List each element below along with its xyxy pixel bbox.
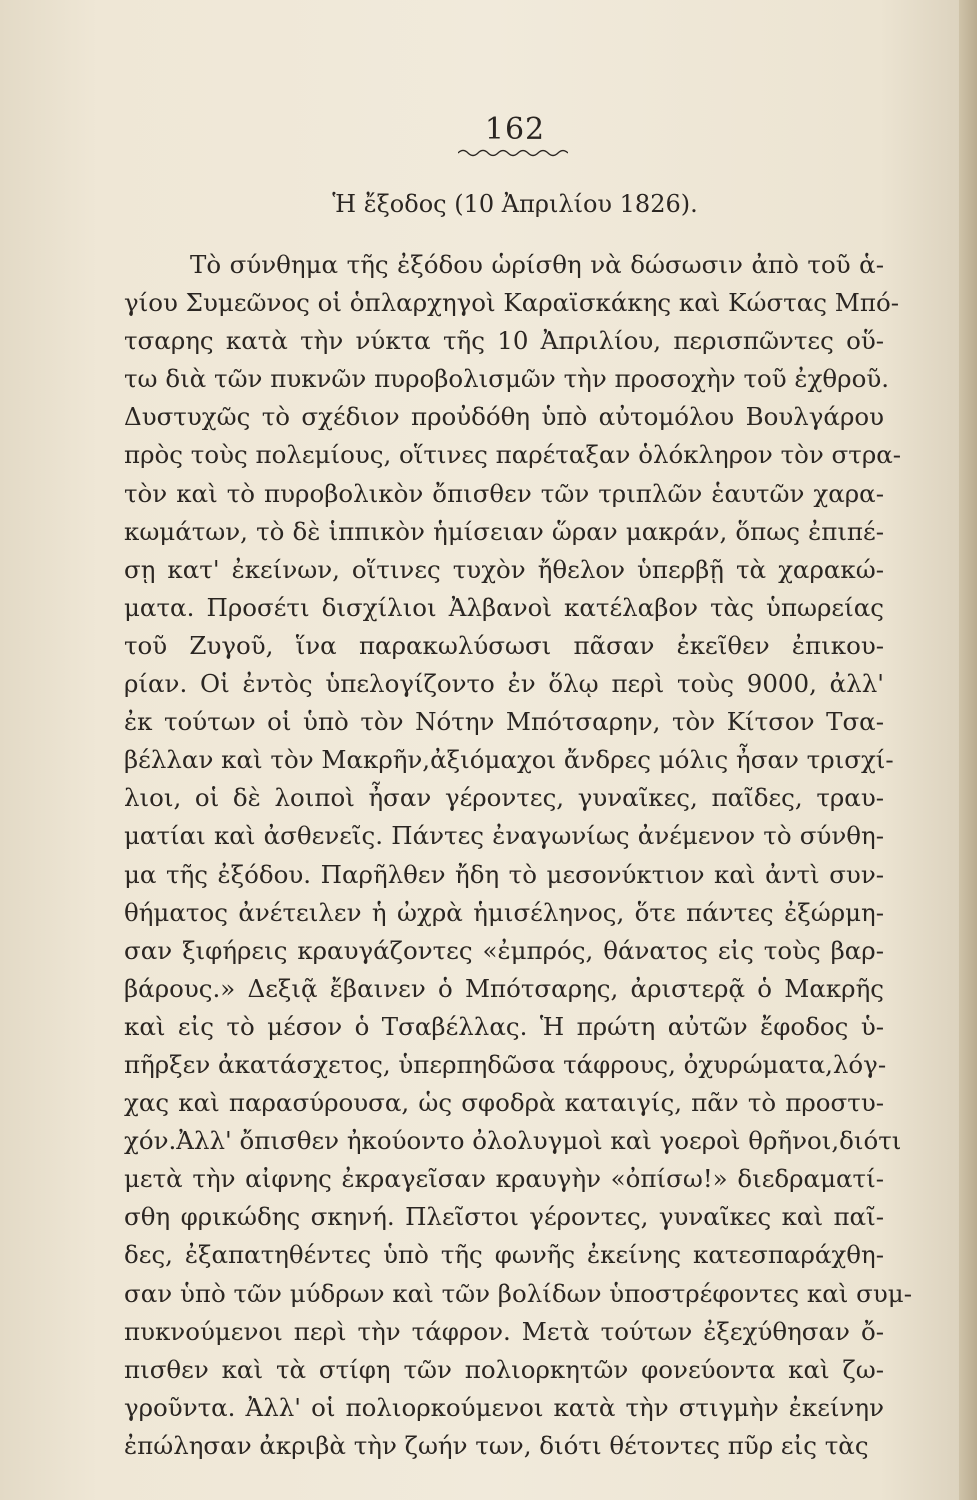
page-edge <box>959 0 977 1500</box>
text-line: πῆρξεν ἀκατάσχετος, ὑπερπηδῶσα τάφρους, ὀχυρώματα,λόγ- <box>124 1049 887 1079</box>
text-line: καὶ εἰς τὸ μέσον ὁ Τσαβέλλας. Ἡ πρώτη αὐτῶν ἔφοδος ὑ- <box>124 1011 884 1041</box>
text-line: ρίαν. Οἱ ἐντὸς ὑπελογίζοντο ἐν ὅλῳ περὶ τοὺς 9000, ἀλλ' <box>124 669 884 699</box>
text-line: μετὰ τὴν αἰφνης ἐκραγεῖσαν κραυγὴν «ὀπίσω!» διεδραματί- <box>124 1164 884 1194</box>
wavy-ornament <box>458 148 568 158</box>
text-line: δες, ἐξαπατηθέντες ὑπὸ τῆς φωνῆς ἐκείνης κατεσπαράχθη- <box>124 1240 884 1270</box>
text-line: βέλλαν καὶ τὸν Μακρῆν,ἀξιόμαχοι ἄνδρες μόλις ἦσαν τρισχί- <box>124 745 894 775</box>
text-line: ἐκ τούτων οἱ ὑπὸ τὸν Νότην Μπότσαρην, τὸν Κίτσον Τσα- <box>124 707 884 737</box>
text-line: λιοι, οἱ δὲ λοιποὶ ἦσαν γέροντες, γυναῖκες, παῖδες, τραυ- <box>124 783 884 813</box>
text-line: κωμάτων, τὸ δὲ ἱππικὸν ἡμίσειαν ὥραν μακράν, ὅπως ἐπιπέ- <box>124 516 884 546</box>
text-line: σῃ κατ' ἐκείνων, οἵτινες τυχὸν ἤθελον ὑπερβῇ τὰ χαρακώ- <box>124 554 884 584</box>
text-line: σαν ξιφήρεις κραυγάζοντες «ἐμπρός, θάνατος εἰς τοὺς βαρ- <box>124 935 884 965</box>
text-line: τοῦ Ζυγοῦ, ἵνα παρακωλύσωσι πᾶσαν ἐκεῖθεν ἐπικου- <box>124 630 884 660</box>
text-line: σθη φρικώδης σκηνή. Πλεῖστοι γέροντες, γυναῖκες καὶ παῖ- <box>124 1202 884 1232</box>
text-line: ἐπώλησαν ἀκριβὰ τὴν ζωήν των, διότι θέτοντες πῦρ εἰς τὰς <box>124 1430 869 1460</box>
text-line: βάρους.» Δεξιᾷ ἔβαινεν ὁ Μπότσαρης, ἀριστερᾷ ὁ Μακρῆς <box>124 973 884 1003</box>
text-line: χόν.Ἀλλ' ὄπισθεν ἠκούοντο ὀλολυγμοὶ καὶ γοεροὶ θρῆνοι,διότι <box>124 1126 902 1156</box>
body-text <box>124 246 912 1465</box>
text-line: μα τῆς ἐξόδου. Παρῆλθεν ἤδη τὸ μεσονύκτιον καὶ ἀντὶ συν- <box>124 859 884 889</box>
page-number: 162 <box>484 112 546 147</box>
text-line: γροῦντα. Ἀλλ' οἱ πολιορκούμενοι κατὰ τὴν στιγμὴν ἐκείνην <box>124 1392 884 1422</box>
text-line: πρὸς τοὺς πολεμίους, οἵτινες παρέταξαν ὁλόκληρον τὸν στρα- <box>124 440 902 470</box>
text-line: Δυστυχῶς τὸ σχέδιον προὐδόθη ὑπὸ αὐτομόλου Βουλγάρου <box>124 402 884 432</box>
section-heading: Ἡ ἔξοδος (10 Ἀπριλίου 1826). <box>332 190 698 218</box>
text-line: ματα. Προσέτι δισχίλιοι Ἀλβανοὶ κατέλαβον τὰς ὑπωρείας <box>124 592 884 622</box>
text-line: τὸν καὶ τὸ πυροβολικὸν ὄπισθεν τῶν τριπλῶν ἑαυτῶν χαρα- <box>124 478 884 508</box>
text-line: Τὸ σύνθημα τῆς ἐξόδου ὡρίσθη νὰ δώσωσιν ἀπὸ τοῦ ἁ- <box>190 250 884 279</box>
text-line: τω διὰ τῶν πυκνῶν πυροβολισμῶν τὴν προσοχὴν τοῦ ἐχθροῦ. <box>124 364 890 394</box>
text-line: πισθεν καὶ τὰ στίφη τῶν πολιορκητῶν φονεύοντα καὶ ζω- <box>124 1354 884 1384</box>
text-line: σαν ὑπὸ τῶν μύδρων καὶ τῶν βολίδων ὑποστρέφοντες καὶ συμ- <box>124 1278 912 1308</box>
text-line: γίου Συμεῶνος οἱ ὁπλαρχηγοὶ Καραϊσκάκης καὶ Κώστας Μπό- <box>124 288 899 318</box>
text-line: θήματος ἀνέτειλεν ἡ ὠχρὰ ἡμισέληνος, ὅτε πάντες ἐξώρμη- <box>124 897 884 927</box>
text-line: τσαρης κατὰ τὴν νύκτα τῆς 10 Ἀπριλίου, περισπῶντες οὕ- <box>124 326 884 356</box>
text-line: χας καὶ παρασύρουσα, ὡς σφοδρὰ καταιγίς, πᾶν τὸ προστυ- <box>124 1088 884 1118</box>
text-line: ματίαι καὶ ἀσθενεῖς. Πάντες ἐναγωνίως ἀνέμενον τὸ σύνθη- <box>124 821 884 851</box>
text-line: πυκνούμενοι περὶ τὴν τάφρον. Μετὰ τούτων ἐξεχύθησαν ὄ- <box>124 1316 884 1346</box>
